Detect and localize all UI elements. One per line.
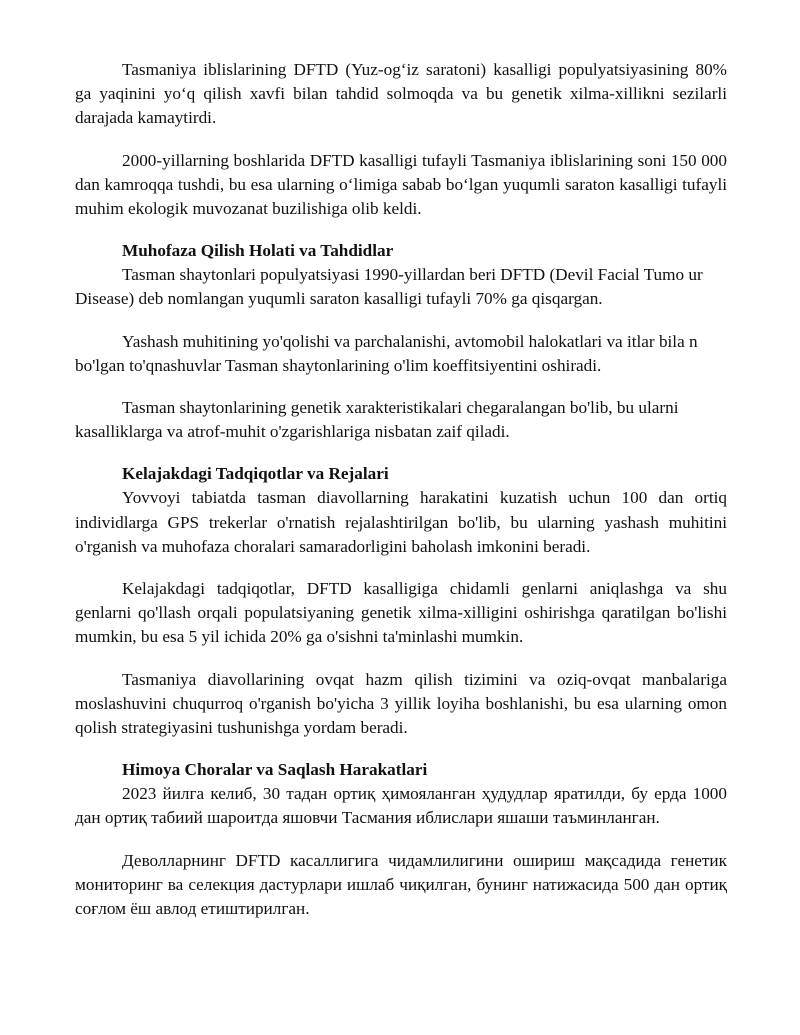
section1-paragraph-2: Yashash muhitining yo'qolishi va parchalanishi, avtomobil halokatlari va itlar bila n bo'lgan to'qnashuvlar Tasman shaytonlarining o'lim koeffitsiyentini oshiradi. — [75, 331, 698, 375]
section-heading-future-research: Kelajakdagi Tadqiqotlar va Rejalari — [122, 464, 389, 484]
intro-paragraph-2: 2000-yillarning boshlarida DFTD kasalligi tufayli Tasmaniya iblislarining soni 150 000 dan kamroqqa tushdi, bu esa ularning o‘limiga sabab bo‘lgan yuqumli saraton kasalligi tufayli muhim ekologik muvozanat buzilishiga olib keldi. — [75, 150, 727, 219]
document-page — [75, 58, 727, 921]
section2-paragraph-1: Yovvoyi tabiatda tasman diavollarning harakatini kuzatish uchun 100 dan ortiq individlarga GPS trekerlar o'rnatish rejalashtirilgan bo'lib, bu ularning yashash muhitini o'rganish va muhofaza choralari samaradorligini baholash imkonini beradi. — [75, 488, 727, 556]
section3-paragraph-2: Деволларнинг DFTD касаллигига чидамлилигини ошириш мақсадида генетик мониторинг ва селекция дастурлари ишлаб чиқилган, бунинг натижасида 500 дан ортиқ соғлом ёш авлод етиштирилган. — [75, 850, 727, 919]
intro-paragraph-1: Tasmaniya iblislarining DFTD (Yuz-og‘iz saratoni) kasalligi populyatsiyasining 80% ga yaqinini yo‘q qilish xavfi bilan tahdid solmoqda va bu genetik xilma-xillikni sezilarli darajada kamaytirdi. — [75, 60, 727, 128]
section-heading-protection-status: Muhofaza Qilish Holati va Tahdidlar — [122, 241, 394, 261]
section-heading-protection-measures: Himoya Choralar va Saqlash Harakatlari — [122, 760, 428, 780]
section3-paragraph-1: 2023 йилга келиб, 30 тадан ортиқ ҳимояланган ҳудудлар яратилди, бу ерда 1000 дан ортиқ табиий шароитда яшовчи Тасмания иблислари яшаши таъминланган. — [75, 784, 727, 828]
section1-paragraph-3: Tasman shaytonlarining genetik xarakteristikalari chegaralangan bo'lib, bu ularni kasalliklarga va atrof-muhit o'zgarishlariga nisbatan zaif qiladi. — [75, 398, 679, 442]
section1-paragraph-1: Tasman shaytonlari populyatsiyasi 1990-yillardan beri DFTD (Devil Facial Tumo ur Disease) deb nomlangan yuqumli saraton kasalligi tufayli 70% ga qisqargan. — [75, 265, 703, 309]
section2-paragraph-3: Tasmaniya diavollarining ovqat hazm qilish tizimini va oziq-ovqat manbalariga moslashuvini chuqurroq o'rganish bo'yicha 3 yillik loyiha boshlanishi, bu esa ularning omon qolish strategiyasini tushunishga yordam beradi. — [75, 669, 727, 738]
section2-paragraph-2: Kelajakdagi tadqiqotlar, DFTD kasalligiga chidamli genlarni aniqlashga va shu genlarni qo'llash orqali populatsiyaning genetik xilma-xilligini oshirishga qaratilgan bo'lishi mumkin, bu esa 5 yil ichida 20% ga o'sishni ta'minlashi mumkin. — [75, 579, 727, 647]
